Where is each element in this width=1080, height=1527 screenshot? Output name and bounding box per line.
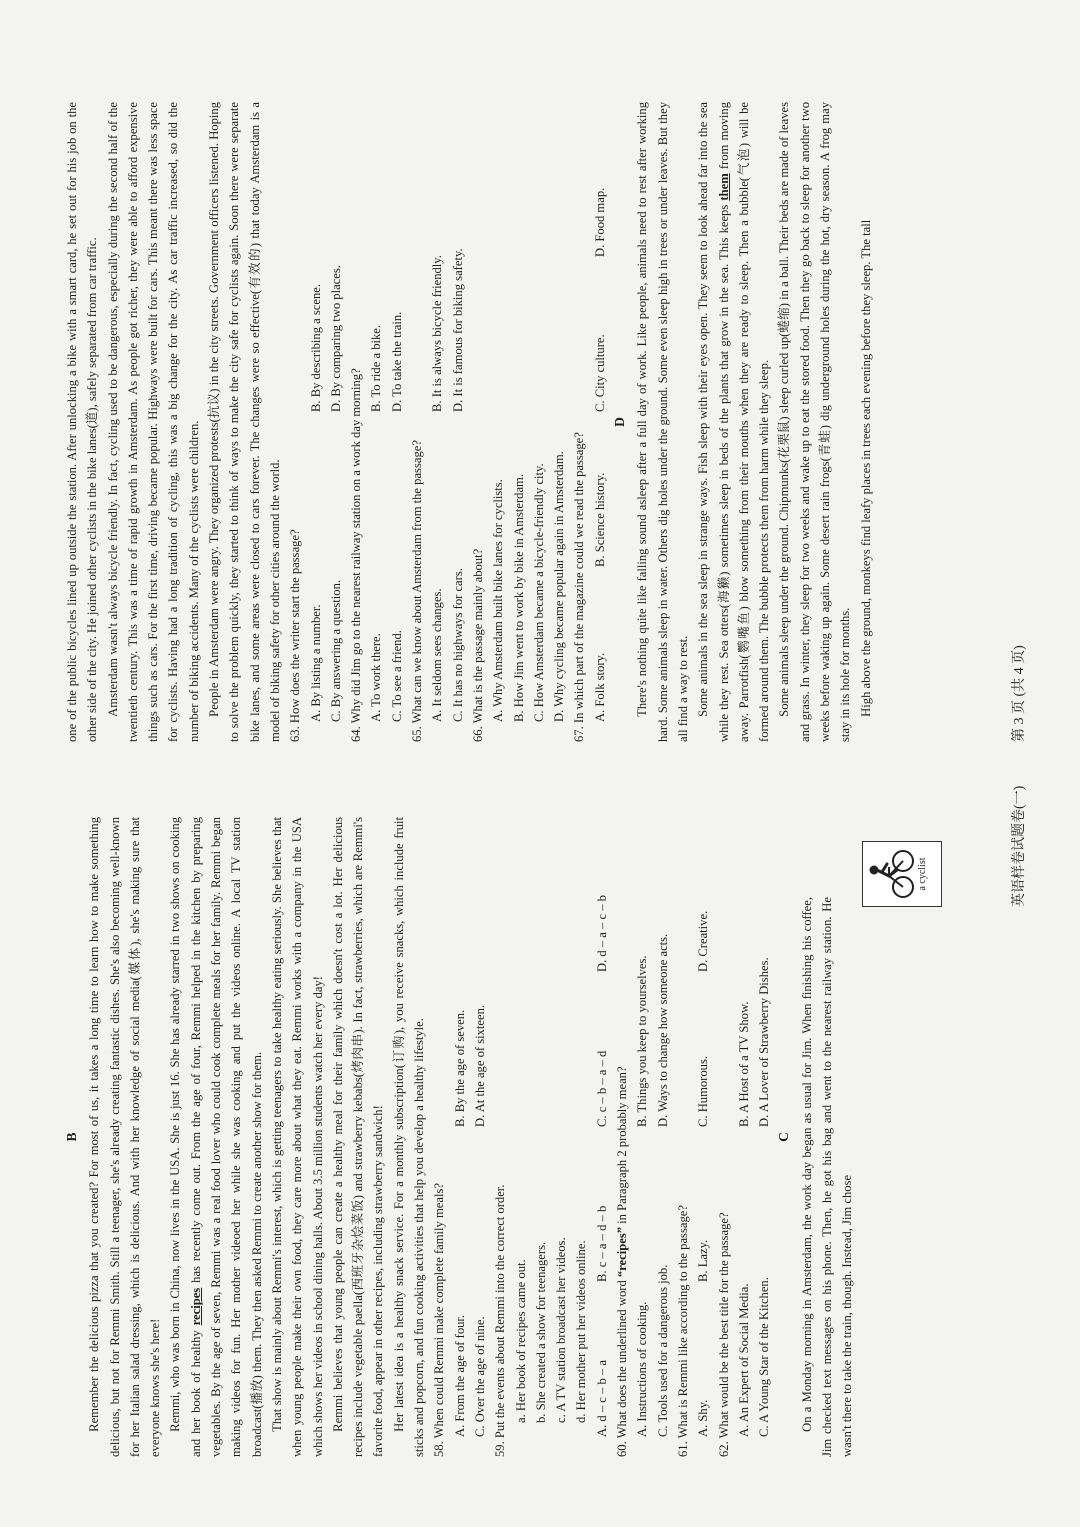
option-c: C. c – b – a – d (594, 1050, 609, 1127)
section-b-heading: B (64, 1132, 79, 1142)
option-c: C. Over the age of nine. (472, 1316, 487, 1437)
cyclist-illustration (862, 841, 942, 907)
passage-c-paragraph-1: On a Monday morning in Amsterdam, the work day began as usual for Jim. When finishing his coffee, Jim checked text messages on his phone. Then, he got his bag and went to the nearest railway station. He wasn't there to take the train, though. Instead, Jim chose (799, 897, 855, 1457)
passage-b-paragraph-2: Remmi, who was born in China, now lives in the USA. She is just 16. She has already starred in two shows on cooking and her book of healthy recipes has recently come out. From the age of four, Remmi helped in the kitchen by preparing vegetables. By the age of seven, Remmi was a real food lover who could cook complete meals for her family. Remmi began making videos for fun. Her mother videoed her while she was cooking and put the videos online. A local TV station broadcast(播放) them. They then asked Remmi to create another show for them. (168, 817, 264, 1457)
question-61: 61. What is Remmi like according to the passage? (675, 1205, 690, 1457)
passage-d-paragraph-3: Some animals sleep under the ground. Chipmunks(花栗鼠) sleep curled up(蜷缩) in a ball. Their beds are made of leaves and grass. In winter, they sleep for two weeks and wake up to eat the stored food. Then they go back to sleep for another two weeks before waking up again. Some desert rain frogs(青蛙) dig underground holes during the hot, dry season. A frog may stay in its hole for months. (777, 102, 853, 742)
question-64-options (366, 102, 407, 742)
option-c: C. By answering a question. (328, 579, 343, 722)
question-65: 65. What can we know about Amsterdam from the passage? (410, 440, 425, 742)
option-d: D. By comparing two places. (328, 265, 343, 412)
option-c: C. It has no highways for cars. (450, 568, 465, 722)
option-b: B. Lazy. (696, 1239, 711, 1282)
option-d: D. Ways to change how someone acts. (655, 933, 670, 1127)
cyclist-caption: a cyclist (917, 857, 928, 891)
left-column (62, 817, 982, 1457)
option-d: D. d – a – c – b (594, 895, 609, 972)
option-b: B. By the age of seven. (452, 1009, 467, 1127)
question-58-options (450, 817, 491, 1457)
underlined-word-them: them (716, 173, 731, 201)
event-a: a. Her book of recipes came out. (513, 1259, 528, 1423)
option-c: C. How Amsterdam became a bicycle-friendly city. (531, 463, 546, 722)
underlined-word-recipes: recipes (188, 1287, 203, 1326)
question-63: 63. How does the writer start the passage? (288, 529, 303, 742)
option-d: D. To take the train. (389, 311, 404, 412)
passage-b-paragraph-5: Her latest idea is a healthy snack service. For a monthly subscription(订购), you receive snacks, which include fruit sticks and popcorn, and fun cooking activities that help you develop a healthy lifestyle. (391, 817, 427, 1457)
passage-c-paragraph-4: People in Amsterdam were angry. They organized protests(抗议) in the city streets. Government officers listened. Hoping to solve the problem quickly, they started to think of ways to make the city safe for cyclists again. Soon there were separate bike lanes, and some areas were closed to cars forever. The changes were so effective(有效的) that today Amsterdam is a model of biking safety for other cities around the world. (207, 102, 282, 742)
passage-b-paragraph-1: Remember the delicious pizza that you created? For most of us, it takes a long time to learn how to make something delicious, but not for Remmi Smith. Still a teenager, she's already creating fantastic dishes. She's also becoming well-known for her Italian salad dressing, which is delicious. And with her knowledge of social media(媒体), she's making sure that everyone knows she's here! (87, 817, 163, 1457)
option-a: A. Folk story. (592, 652, 607, 722)
question-66: 66. What is the passage mainly about? (470, 548, 485, 742)
option-b: B. c – a – d – b (594, 1205, 609, 1282)
event-c: c. A TV station broadcast her videos. (554, 1237, 569, 1423)
option-d: D. A Lover of Strawberry Dishes. (757, 957, 772, 1127)
passage-d-paragraph-4: High above the ground, monkeys find leafy places in trees each evening before they sleep. The tall (858, 219, 873, 717)
question-63-options (306, 102, 347, 742)
option-d: D. At the age of sixteen. (472, 1004, 487, 1127)
passage-b-paragraph-3: That show is mainly about Remmi's interest, which is getting teenagers to take healthy eating seriously. She believes that when young people make their own food, they care more about what they eat. Remmi works with a company in the USA which shows her videos in school dining halls. About 3.5 million students watch her every day! (269, 817, 325, 1457)
option-c: C. City culture. (592, 334, 607, 412)
footer-left: 英语样卷试题卷(一) (1012, 785, 1027, 907)
question-60-options (632, 817, 673, 1457)
passage-d-paragraph-1: There's nothing quite like falling sound asleep after a full day of work. Like people, animals need to rest after working hard. Some animals sleep in water. Others dig holes under the ground. Some even sleep high in trees or under leaves. But they all find a way to rest. (635, 102, 690, 742)
question-65-options (427, 102, 468, 742)
option-c: C. To see a friend. (389, 630, 404, 722)
option-a: A. From the age of four. (452, 1314, 467, 1437)
passage-d-paragraph-2: Some animals in the sea sleep in strange ways. Fish sleep with their eyes open. They seem to look ahead far into the sea while they rest. Sea otters(海獭) sometimes sleep in beds of the plants that grow in the sea. This keeps them from moving away. Parrotfish(鹦嘴鱼) blow something from their mouths when they are ready to sleep. Then a bubble(气泡) will be formed around them. The bubble protects them from harm while they sleep. (696, 102, 772, 742)
question-59: 59. Put the events about Remmi into the correct order. (493, 1184, 508, 1457)
question-60: 60. What does the underlined word “recipes” in Paragraph 2 probably mean? (615, 1066, 630, 1457)
option-c: C. A Young Star of the Kitchen. (757, 1277, 772, 1437)
cyclist-icon (867, 848, 917, 900)
option-a: A. An Expert of Social Media. (736, 1283, 751, 1437)
option-d: D. Food map. (592, 187, 607, 257)
option-b: B. Science history. (592, 472, 607, 567)
option-b: B. It is always bicycle friendly. (430, 255, 445, 412)
option-d: D. Creative. (696, 910, 711, 972)
question-67: 67. In which part of the magazine could we read the passage? (572, 432, 587, 742)
passage-c-paragraph-3: Amsterdam wasn't always bicycle friendly. In fact, cycling used to be dangerous, especially during the second half of the twentieth century. This was a time of rapid growth in Amsterdam. As people got richer, they were able to afford expensive things such as cars. For the first time, driving became popular. Highways were built for cars. This meant there was less space for cyclists. Having had a long tradition of cycling, this was a big change for the city. As car traffic increased, so did the number of biking accidents. Many of the cyclists were children. (105, 102, 201, 742)
option-a: A. By listing a number. (308, 604, 323, 722)
option-b: B. To ride a bike. (369, 324, 384, 412)
option-a: A. Shy. (696, 1399, 711, 1437)
question-67-options (590, 102, 610, 742)
question-62: 62. What would be the best title for the passage? (716, 1212, 731, 1457)
passage-b-paragraph-4: Remmi believes that young people can create a healthy meal for their family which doesn't cost a lot. Her delicious recipes include vegetable paella(西班牙杂烩菜饭) and strawberry kebabs(烤肉串). In fact, strawberries, which are Remmi's favorite food, appear in other recipes, including strawberry sandwich! (330, 817, 386, 1457)
option-a: A. Instructions of cooking. (635, 1301, 650, 1437)
option-a: A. Why Amsterdam built bike lanes for cyclists. (491, 479, 506, 722)
passage-c-paragraph-2: one of the public bicycles lined up outside the station. After unlocking a bike with a smart card, he set out for his job on the other side of the city. He joined other cyclists in the bike lanes(道), safely separated from car traffic. (65, 102, 100, 742)
question-64: 64. Why did Jim go to the nearest railway station on a work day morning? (349, 368, 364, 742)
question-59-options (592, 817, 612, 1457)
footer-page-number: 第 3 页 (共 4 页) (1012, 645, 1027, 742)
section-d-heading: D (612, 417, 628, 427)
option-a: A. To work there. (369, 633, 384, 722)
option-a: A. d – c – b – a (594, 1360, 609, 1437)
question-62-options (734, 817, 775, 1457)
option-d: D. Why cycling became popular again in Amsterdam. (552, 451, 567, 722)
option-d: D. It is famous for biking safety. (450, 248, 465, 412)
option-a: A. It seldom sees changes. (430, 588, 445, 722)
option-b: B. Things you keep to yourselves. (635, 955, 650, 1127)
event-b: b. She created a show for teenagers. (533, 1241, 548, 1423)
event-d: d. Her mother put her videos online. (574, 1240, 589, 1423)
option-b: B. A Host of a TV Show. (736, 1001, 751, 1127)
option-b: B. By describing a scene. (308, 283, 323, 412)
option-b: B. How Jim went to work by bike in Amsterdam. (511, 473, 526, 722)
right-column (62, 102, 982, 742)
question-58: 58. When could Remmi make complete family meals? (432, 1183, 447, 1457)
option-c: C. Tools used for a dangerous job. (655, 1264, 670, 1437)
section-c-heading: C (776, 1132, 792, 1142)
question-61-options (693, 817, 713, 1457)
quoted-word-recipes: “recipes” (615, 1226, 630, 1278)
option-c: C. Humorous. (696, 1055, 711, 1127)
